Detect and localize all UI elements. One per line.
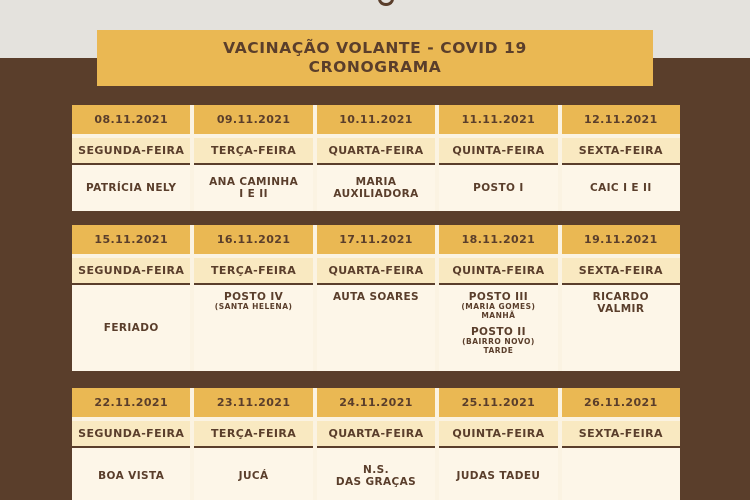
week-table-3 <box>72 388 680 500</box>
date-cell: 18.11.2021 <box>439 225 557 254</box>
weekday-cell: QUINTA-FEIRA <box>439 258 557 283</box>
location-subtitle: (SANTA HELENA) <box>214 302 293 312</box>
location-name-line2: I E II <box>239 188 268 200</box>
location-subtitle-second: (BAIRRO NOVO) <box>462 337 535 347</box>
location-name-line2: DAS GRAÇAS <box>335 476 417 488</box>
weekday-cell: SEGUNDA-FEIRA <box>72 258 190 283</box>
location-cell <box>317 446 435 500</box>
location-name: ANA CAMINHA <box>209 175 299 188</box>
weekday-cell: QUARTA-FEIRA <box>317 138 435 163</box>
location-cell <box>439 283 557 371</box>
weekday-cell: QUINTA-FEIRA <box>439 421 557 446</box>
location-subtitle: (MARIA GOMES) <box>461 302 536 312</box>
location-name: RICARDO <box>592 291 649 303</box>
date-cell: 09.11.2021 <box>194 105 312 134</box>
location-name: POSTO IV <box>224 291 284 303</box>
date-cell: 10.11.2021 <box>317 105 435 134</box>
week-table-1 <box>72 105 680 211</box>
location-name: JUDAS TADEU <box>456 469 541 482</box>
date-cell: 08.11.2021 <box>72 105 190 134</box>
weekday-row <box>72 421 680 446</box>
location-name: CAIC I E II <box>589 181 652 194</box>
location-name: PATRÍCIA NELY <box>85 181 177 194</box>
location-cell <box>194 446 312 500</box>
weekday-cell: SEGUNDA-FEIRA <box>72 421 190 446</box>
date-cell: 26.11.2021 <box>562 388 680 417</box>
location-name: POSTO I <box>473 181 524 194</box>
weekday-row <box>72 258 680 283</box>
weekday-cell: TERÇA-FEIRA <box>194 421 312 446</box>
location-name: FERIADO <box>103 321 159 334</box>
date-cell: 11.11.2021 <box>439 105 557 134</box>
date-cell: 12.11.2021 <box>562 105 680 134</box>
weekday-cell: SEGUNDA-FEIRA <box>72 138 190 163</box>
date-cell: 22.11.2021 <box>72 388 190 417</box>
weekday-cell: TERÇA-FEIRA <box>194 258 312 283</box>
location-name: AUTA SOARES <box>333 291 420 303</box>
location-cell <box>72 163 190 211</box>
location-row <box>72 163 680 211</box>
location-cell <box>562 283 680 371</box>
location-cell <box>72 446 190 500</box>
date-row <box>72 225 680 254</box>
location-name-line2: VALMIR <box>597 303 645 316</box>
location-cell <box>562 446 680 500</box>
page-title: VACINAÇÃO VOLANTE - COVID 19 <box>223 39 527 58</box>
location-row <box>72 283 680 371</box>
weekday-cell: SEXTA-FEIRA <box>562 421 680 446</box>
date-cell: 17.11.2021 <box>317 225 435 254</box>
location-name-line2: AUXILIADORA <box>333 188 419 200</box>
location-cell <box>194 163 312 211</box>
location-name-second: POSTO II <box>470 326 526 339</box>
decorative-shape <box>378 0 394 6</box>
location-cell <box>194 283 312 371</box>
location-cell <box>317 283 435 371</box>
date-row <box>72 388 680 417</box>
weekday-row <box>72 138 680 163</box>
weekday-cell: QUARTA-FEIRA <box>317 258 435 283</box>
location-shift: MANHÃ <box>481 310 516 320</box>
location-row <box>72 446 680 500</box>
location-cell <box>439 446 557 500</box>
week-table-2 <box>72 225 680 371</box>
date-cell: 15.11.2021 <box>72 225 190 254</box>
weekday-cell: SEXTA-FEIRA <box>562 258 680 283</box>
location-name: BOA VISTA <box>98 469 165 482</box>
location-name: MARIA <box>355 175 397 188</box>
weekday-cell: QUINTA-FEIRA <box>439 138 557 163</box>
date-cell: 16.11.2021 <box>194 225 312 254</box>
date-cell: 19.11.2021 <box>562 225 680 254</box>
location-cell <box>439 163 557 211</box>
date-cell: 24.11.2021 <box>317 388 435 417</box>
location-cell <box>562 163 680 211</box>
weekday-cell: QUARTA-FEIRA <box>317 421 435 446</box>
location-name: N.S. <box>363 463 389 476</box>
location-name: JUCÁ <box>238 469 269 482</box>
weekday-cell: SEXTA-FEIRA <box>562 138 680 163</box>
location-cell <box>317 163 435 211</box>
title-banner <box>97 30 653 86</box>
page-subtitle: CRONOGRAMA <box>308 58 442 76</box>
date-cell: 23.11.2021 <box>194 388 312 417</box>
date-cell: 25.11.2021 <box>439 388 557 417</box>
location-cell <box>72 283 190 371</box>
location-name: POSTO III <box>468 291 529 303</box>
date-row <box>72 105 680 134</box>
location-shift-second: TARDE <box>483 346 514 355</box>
weekday-cell: TERÇA-FEIRA <box>194 138 312 163</box>
